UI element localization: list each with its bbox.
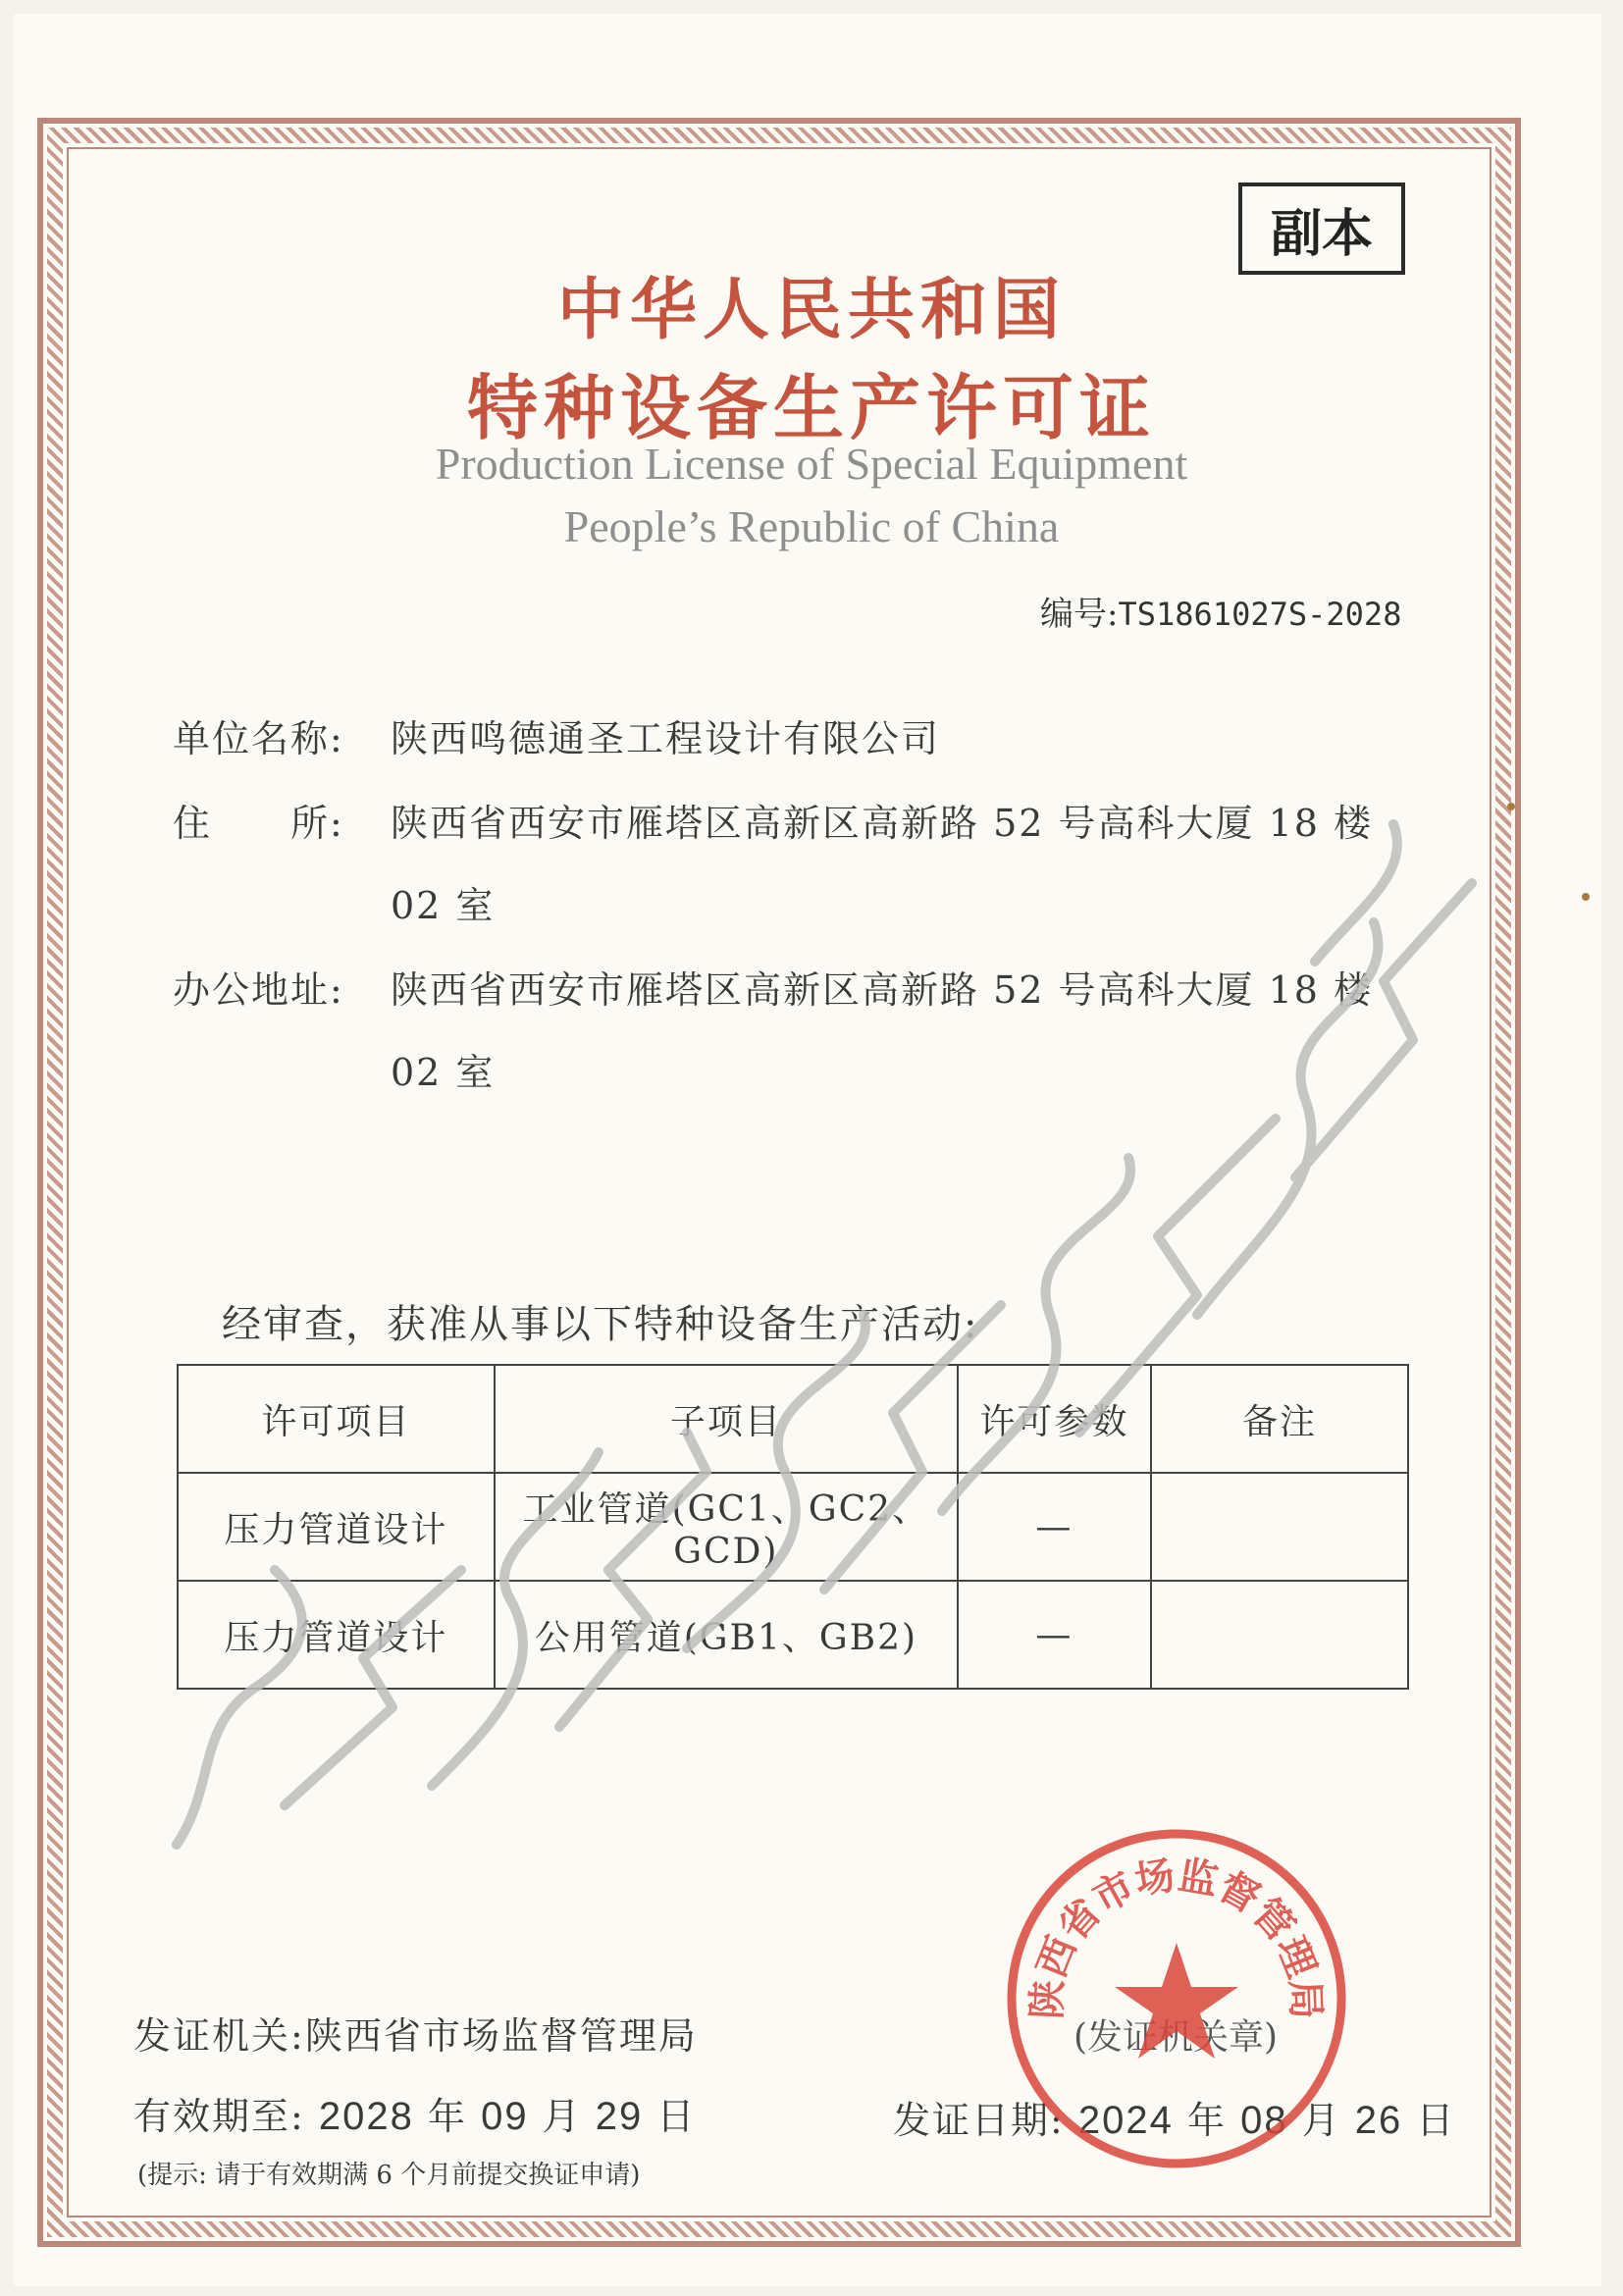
table-header-cell: 子项目 [495,1365,958,1473]
office-address-field [173,960,1373,1014]
table-cell: 压力管道设计 [178,1581,495,1689]
copy-mark-stamp: 副本 [1238,183,1405,275]
month-char: 月 [542,2095,582,2138]
table-row [178,1473,1408,1581]
valid-until-label: 有效期至: [133,2095,305,2138]
table-header-cell: 许可项目 [178,1365,495,1473]
issuer-label: 发证机关: [133,2014,305,2058]
unit-name-label: 单位名称: [173,717,344,760]
unit-name-field [173,708,940,762]
paper-speck [1582,893,1590,901]
office-address-value-line2: 02 室 [391,1051,496,1094]
table-cell: 公用管道(GB1、GB2) [495,1581,958,1689]
approval-intro: 经审查，获准从事以下特种设备生产活动: [222,1302,979,1347]
year-char: 年 [427,2095,467,2138]
valid-day: 29 [595,2095,644,2138]
address-value-line2: 02 室 [391,884,496,927]
office-address-label: 办公地址: [173,968,344,1012]
title-en-line1: Production License of Special Equipment [435,439,1188,489]
svg-text:陕西省市场监督管理局: 陕西省市场监督管理局 [1024,1852,1329,2020]
license-table [177,1364,1409,1690]
seal-note: (发证机关章) [1073,2017,1279,2058]
table-header-cell: 备注 [1151,1365,1408,1473]
day-char: 日 [656,2095,697,2138]
address-label: 住 所: [173,802,344,845]
unit-name-value: 陕西鸣德通圣工程设计有限公司 [391,717,941,760]
issue-day: 26 [1354,2099,1403,2142]
address-value-line1: 陕西省西安市雁塔区高新区高新路 52 号高科大厦 18 楼 [391,802,1374,845]
title-cn-line2: 特种设备生产许可证 [466,367,1156,449]
address-field [173,793,1373,847]
table-cell: — [958,1473,1151,1581]
license-number-label: 编号: [1040,595,1119,634]
valid-year: 2028 [318,2095,414,2138]
table-cell [1151,1473,1408,1581]
table-header-row [178,1365,1408,1473]
table-cell: 工业管道(GC1、GC2、GCD) [495,1473,958,1581]
official-seal [1003,1825,1350,2172]
year-char: 年 [1186,2099,1227,2142]
renewal-hint: (提示: 请于有效期满 6 个月前提交换证申请) [137,2161,641,2190]
issue-year: 2024 [1077,2099,1174,2142]
license-number [1040,587,1401,635]
issuer-value: 陕西省市场监督管理局 [304,2014,698,2058]
table-row [178,1581,1408,1689]
table-cell [1151,1581,1408,1689]
issuer-line [133,2006,698,2060]
paper-speck [1507,803,1515,810]
license-number-value: TS1861027S-2028 [1118,596,1402,633]
valid-month: 09 [481,2095,529,2138]
valid-until-line [133,2086,696,2140]
day-char: 日 [1416,2099,1456,2142]
month-char: 月 [1301,2099,1341,2142]
table-header-cell: 许可参数 [958,1365,1151,1473]
issue-month: 08 [1240,2099,1288,2142]
table-cell: 压力管道设计 [178,1473,495,1581]
issue-date-label: 发证日期: [893,2099,1065,2142]
table-cell: — [958,1581,1151,1689]
title-cn-line1: 中华人民共和国 [556,272,1066,349]
title-en-line2: People’s Republic of China [563,501,1060,551]
office-address-value-line1: 陕西省西安市雁塔区高新区高新路 52 号高科大厦 18 楼 [391,968,1374,1012]
